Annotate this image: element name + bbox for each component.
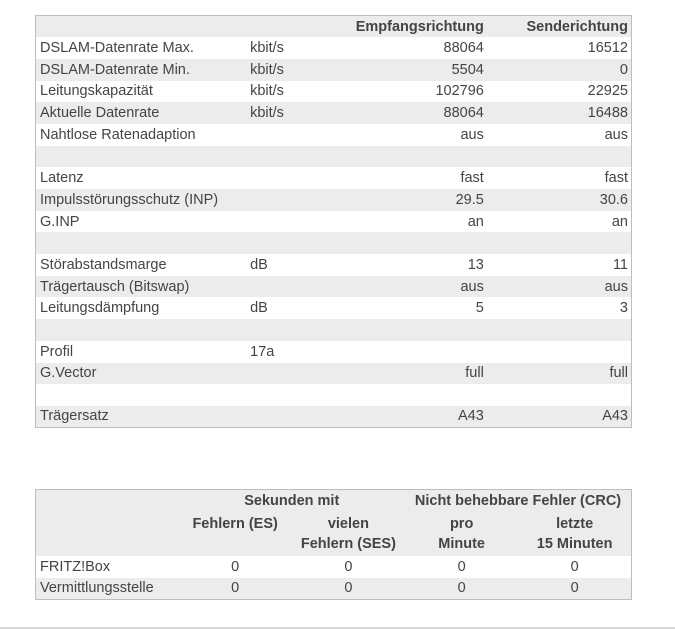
header-line: Fehlern (SES) <box>300 535 396 552</box>
table-row <box>36 276 632 298</box>
row-unit: dB <box>250 256 268 273</box>
row-tx-value: full <box>609 365 628 382</box>
header-spacer <box>36 512 179 556</box>
table-row <box>36 363 632 385</box>
table-row <box>36 124 632 146</box>
row-tx-value: 16488 <box>587 105 628 122</box>
header-line: pro <box>449 515 474 532</box>
table-row <box>36 189 632 211</box>
table-row-spacer <box>36 146 632 168</box>
row-unit <box>250 276 330 298</box>
row-tx-value: an <box>611 213 628 230</box>
group-header-crc-errors: Nicht behebbare Fehler (CRC) <box>414 492 622 509</box>
table-row <box>36 254 632 276</box>
row-unit: kbit/s <box>250 61 284 78</box>
row-unit <box>250 189 330 211</box>
row-tx-value: 16512 <box>587 40 628 57</box>
row-tx-value: A43 <box>602 408 628 425</box>
row-label: Leitungskapazität <box>40 83 153 100</box>
column-header-last-15-minutes <box>518 512 631 556</box>
row-unit: 17a <box>250 343 275 360</box>
row-rx-value: 5 <box>475 300 484 317</box>
row-label: Latenz <box>40 170 84 187</box>
row-rx-value: 102796 <box>435 83 484 100</box>
header-line: vielen <box>327 515 369 532</box>
row-unit: kbit/s <box>250 83 284 100</box>
dsl-table-header-row <box>36 16 632 38</box>
crc-per-minute-value: 0 <box>457 558 466 575</box>
error-counters-table <box>35 489 632 600</box>
header-spacer <box>36 16 251 38</box>
row-label: Störabstandsmarge <box>40 256 167 273</box>
table-row <box>36 102 632 124</box>
column-header-empfangsrichtung: Empfangsrichtung <box>355 18 484 35</box>
row-tx-value: 3 <box>619 300 628 317</box>
row-rx-value: 88064 <box>443 105 484 122</box>
es-value: 0 <box>231 580 240 597</box>
table-row-spacer <box>36 384 632 406</box>
dsl-information-page <box>0 15 675 629</box>
row-rx-value <box>330 341 491 363</box>
table-row <box>36 211 632 233</box>
row-label: FRITZ!Box <box>40 558 111 575</box>
table-row-spacer <box>36 232 632 254</box>
column-header-ses <box>292 512 405 556</box>
es-value: 0 <box>231 558 240 575</box>
table-row <box>36 406 632 428</box>
row-label: Nahtlose Ratenadaption <box>40 126 196 143</box>
row-tx-value <box>491 341 632 363</box>
error-table-group-header-row <box>36 490 632 512</box>
header-line: letzte <box>556 515 594 532</box>
table-row <box>36 37 632 59</box>
row-label: Trägersatz <box>40 408 109 425</box>
table-row-vermittlungsstelle <box>36 578 632 600</box>
row-rx-value: 13 <box>467 256 484 273</box>
row-tx-value: 11 <box>612 256 628 273</box>
row-unit <box>250 167 330 189</box>
crc-per-minute-value: 0 <box>457 580 466 597</box>
error-table-subheader-row <box>36 512 632 556</box>
column-header-es <box>179 512 292 556</box>
crc-last-15-min-value: 0 <box>570 558 579 575</box>
dsl-parameters-table <box>35 15 632 428</box>
row-tx-value: 30.6 <box>599 191 628 208</box>
row-label: G.Vector <box>40 365 97 382</box>
row-rx-value: 5504 <box>451 61 484 78</box>
row-label: DSLAM-Datenrate Min. <box>40 61 190 78</box>
row-label: Vermittlungsstelle <box>40 580 154 597</box>
header-line: 15 Minuten <box>536 535 613 552</box>
row-rx-value: A43 <box>458 408 484 425</box>
header-spacer <box>250 16 330 38</box>
row-unit: kbit/s <box>250 40 284 57</box>
row-rx-value: fast <box>460 170 484 187</box>
table-row <box>36 341 632 363</box>
row-tx-value: 0 <box>619 61 628 78</box>
ses-value: 0 <box>344 558 353 575</box>
row-label: Leitungsdämpfung <box>40 300 160 317</box>
table-row <box>36 297 632 319</box>
header-line: Minute <box>438 535 485 552</box>
row-tx-value: aus <box>604 126 628 143</box>
crc-last-15-min-value: 0 <box>570 580 579 597</box>
ses-value: 0 <box>344 580 353 597</box>
row-unit <box>250 363 330 385</box>
row-tx-value: fast <box>604 170 628 187</box>
row-label: DSLAM-Datenrate Max. <box>40 40 194 57</box>
table-row-fritzbox <box>36 556 632 578</box>
table-row-spacer <box>36 319 632 341</box>
row-unit <box>250 124 330 146</box>
table-row <box>36 81 632 103</box>
table-row <box>36 167 632 189</box>
row-rx-value: aus <box>460 126 484 143</box>
row-rx-value: full <box>465 365 484 382</box>
row-rx-value: aus <box>460 278 484 295</box>
row-tx-value: aus <box>604 278 628 295</box>
row-unit <box>250 211 330 233</box>
row-label: Aktuelle Datenrate <box>40 105 160 122</box>
header-spacer <box>36 490 179 512</box>
row-rx-value: an <box>467 213 484 230</box>
row-rx-value: 29.5 <box>455 191 484 208</box>
row-unit <box>250 406 330 428</box>
row-label: Impulsstörungsschutz (INP) <box>40 191 219 208</box>
row-label: Trägertausch (Bitswap) <box>40 278 190 295</box>
row-tx-value: 22925 <box>587 83 628 100</box>
table-row <box>36 59 632 81</box>
row-unit: kbit/s <box>250 105 284 122</box>
row-label: Profil <box>40 343 74 360</box>
header-line: Fehlern (ES) <box>192 515 278 532</box>
row-rx-value: 88064 <box>443 40 484 57</box>
column-header-per-minute <box>405 512 518 556</box>
column-header-senderichtung: Senderichtung <box>526 18 628 35</box>
group-header-seconds-with: Sekunden mit <box>244 492 340 509</box>
row-unit: dB <box>250 300 268 317</box>
row-label: G.INP <box>40 213 80 230</box>
